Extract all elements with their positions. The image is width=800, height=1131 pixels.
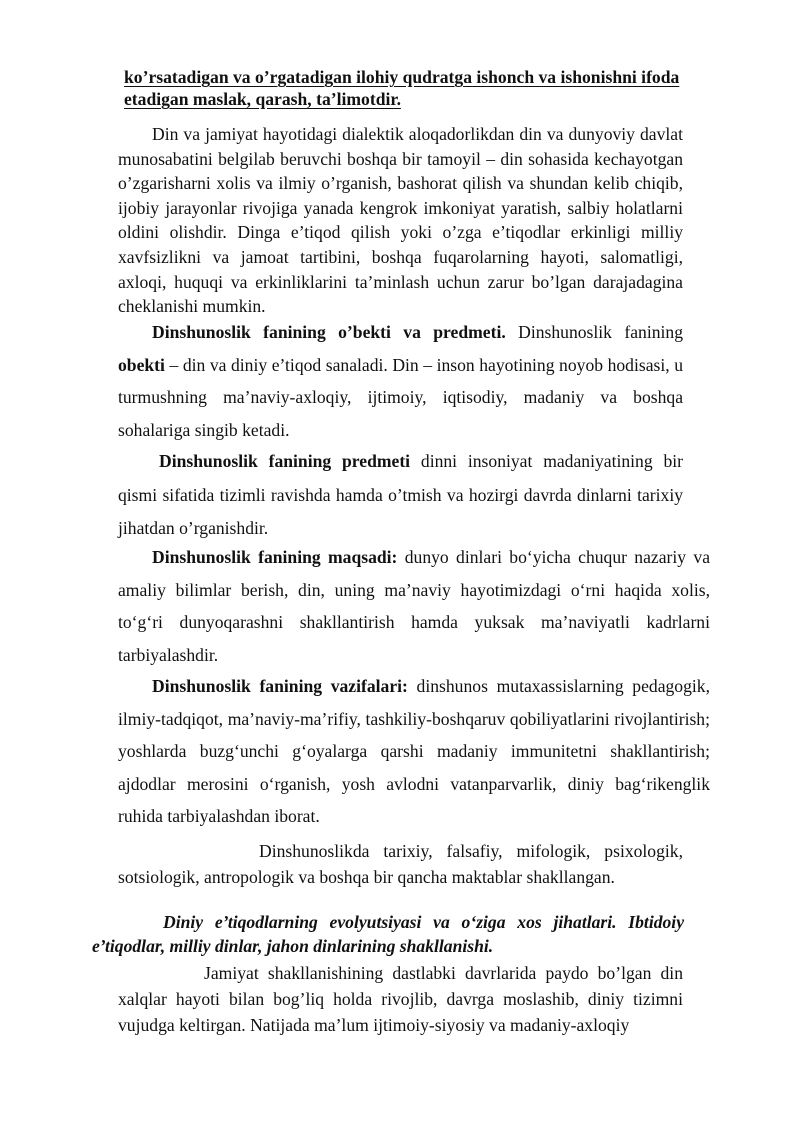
tasks-text: dinshunos mutaxassislarning pedagogik, ilmiy-tadqiqot, ma’naviy-ma’rifiy, tashkiliy-boshqaruv qobiliyatlarini rivojlantirish; yoshlarda buzg‘unchi g‘oyalarga qarshi madaniy immunitetni shakllantirish; ajdodlar merosini o‘rganish, yosh avlodni vatanparvarlik, diniy bag‘rikenglik ruhida tarbiyalashdan iborat. [118, 676, 710, 826]
intro-line-1: ko’rsatadigan va o’rgatadigan ilohiy qudratga ishonch va ishonishni ifoda [124, 67, 680, 87]
tasks-heading: Dinshunoslik fanining vazifalari: [152, 676, 408, 696]
paragraph-jamiyat: Jamiyat shakllanishining dastlabki davrlarida paydo bo’lgan din xalqlar hayoti bilan bog’liq holda rivojlib, davrga moslashib, diniy tizimni vujudga keltirgan. Natijada ma’lum ijtimoiy-siyosiy va madaniy-axloqiy [118, 963, 683, 1035]
subject-text: dinni insoniyat madaniyatining bir qismi sifatida tizimli ravishda hamda o’tmish va hozirgi davrda dinlarni tarixiy jihatdan o’rganishdir. [118, 451, 683, 538]
goal-heading: Dinshunoslik fanining maqsadi: [152, 547, 398, 567]
section-title: Diniy e’tiqodlarning evolyutsiyasi va o‘ziga xos jihatlari. Ibtidoiy e’tiqodlar, milliy dinlar, jahon dinlarining shakllanishi. [92, 912, 684, 956]
paragraph-din-va-jamiyat: Din va jamiyat hayotidagi dialektik aloqadorlikdan din va dunyoviy davlat munosabatini belgilab beruvchi boshqa bir tamoyil – din sohasida kechayotgan o’zgarisharni xolis va ilmiy o’rganish, bashorat qilish va shundan kelib chiqib, ijobiy jarayonlar rivojiga yanada kengrok imkoniyat yaratish, salbiy holatlarni oldini olishdir. Dinga e’tiqod qilish yoki o’zga e’tiqodlar erkinligi milliy xavfsizlikni va jamoat tartibini, boshqa fuqarolarning hayoti, salomatligi, axloqi, huquqi va erkinliklarini ta’minlash uchun zarur bo’lgan darajadagina cheklanishi mumkin. [118, 124, 683, 317]
paragraph-goal [118, 541, 710, 671]
object-term: obekti [118, 354, 165, 375]
object-heading: Dinshunoslik fanining o’bekti va predmeti. [152, 322, 506, 342]
subject-heading: Dinshunoslik fanining predmeti [159, 451, 411, 471]
goal-text: dunyo dinlari bo‘yicha chuqur nazariy va amaliy bilimlar berish, din, uning ma’naviy hayotimizdagi o‘rni haqida xolis, to‘g‘ri dunyoqarashni shakllantirish hamda yuksak ma’naviyatli kadrlarni tarbiyalashdir. [118, 547, 710, 665]
paragraph-subject [118, 445, 683, 546]
object-text-2: – din va diniy e’tiqod sanaladi. Din – inson hayotining noyob hodisasi, u turmushning ma’naviy-axloqiy, ijtimoiy, iqtisodiy, madaniy va boshqa sohalariga singib ketadi. [118, 354, 683, 440]
paragraph-object [118, 316, 683, 446]
paragraph-schools: Dinshunoslikda tarixiy, falsafiy, mifologik, psixologik, sotsiologik, antropologik va boshqa bir qancha maktablar shakllangan. [118, 841, 683, 887]
intro-line-2: etadigan maslak, qarash, ta’limotdir. [124, 89, 401, 109]
intro-definition [124, 66, 744, 110]
paragraph-tasks [118, 670, 710, 833]
object-text-1: Dinshunoslik fanining [505, 322, 683, 342]
